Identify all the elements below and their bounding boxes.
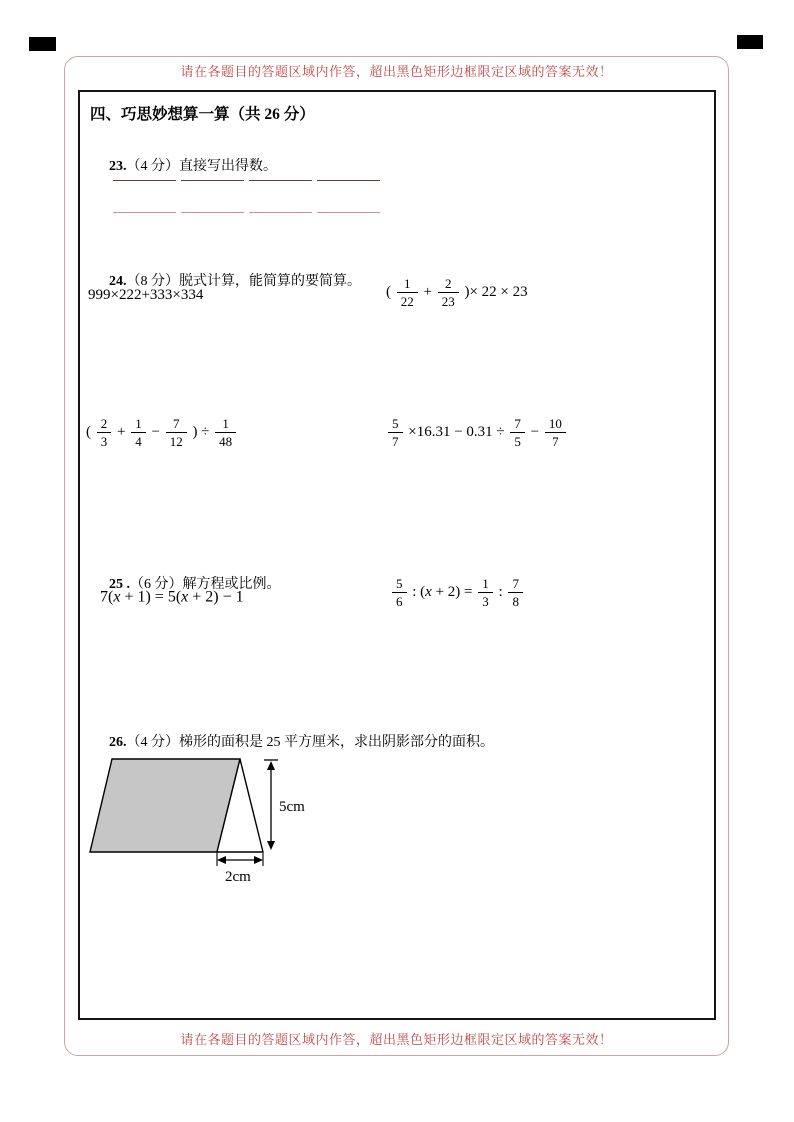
question-23-text: （4 分）直接写出得数。 [126,159,277,174]
fraction: $\frac{2}{23}$ [438,276,459,309]
fraction: $\frac{1}{22}$ [397,276,418,309]
expression-24-2: ( $\frac{1}{22}$ + $\frac{2}{23}$ )× 22 × 23 [386,276,528,309]
question-23-number: 23. [109,159,127,174]
question-24-text: （8 分）脱式计算，能简算的要简算。 [126,274,361,289]
question-25-text: （6 分）解方程或比例。 [130,577,281,592]
question-23-stem [88,139,277,191]
answer-blank [249,180,312,181]
fraction: $\frac{5}{7}$ [388,416,403,449]
shaded-region [90,759,240,852]
fraction: $\frac{2}{3}$ [97,416,112,449]
answer-blank [317,180,380,181]
question-26-text: （4 分）梯形的面积是 25 平方厘米，求出阴影部分的面积。 [126,735,494,750]
answer-blank [249,212,312,213]
answer-blank [317,212,380,213]
fraction: $\frac{1}{48}$ [215,416,236,449]
expression-24-4: $\frac{5}{7}$ ×16.31 − 0.31 ÷ $\frac{7}{5}$ − $\frac{10}{7}$ [386,416,568,449]
answer-area-box [78,90,716,1020]
question-26-number: 26. [109,735,127,750]
height-label: 5cm [279,799,305,815]
instruction-text-top: 请在各题目的答题区域内作答，超出黑色矩形边框限定区域的答案无效！ [180,64,613,79]
section-title: 四、巧思妙想算一算（共 26 分） [90,106,315,123]
instruction-text-bottom: 请在各题目的答题区域内作答，超出黑色矩形边框限定区域的答案无效！ [180,1032,613,1047]
fraction: $\frac{7}{8}$ [508,576,523,609]
fraction: $\frac{1}{4}$ [131,416,146,449]
trapezoid-figure [80,748,315,898]
answer-blank [113,180,176,181]
equation-25-1: 7(x + 1) = 5(x + 2) − 1 [100,588,244,606]
answer-blank-row-2 [113,212,383,215]
question-24-number: 24. [109,274,127,289]
answer-blank [181,212,244,213]
fraction: $\frac{1}{3}$ [478,576,493,609]
answer-blank [113,212,176,213]
arrowhead-left-icon [217,856,226,864]
answer-blank [181,180,244,181]
fraction: $\frac{10}{7}$ [545,416,566,449]
fraction: $\frac{7}{5}$ [510,416,525,449]
registration-mark-top-left [29,37,56,51]
arrowhead-right-icon [254,856,263,864]
registration-mark-top-right [737,35,763,49]
arrowhead-down-icon [267,841,275,850]
expression-24-1: 999×222+333×334 [88,287,204,304]
equation-25-2: $\frac{5}{6}$ : (x + 2) = $\frac{1}{3}$ : $\frac{7}{8}$ [390,576,525,609]
arrowhead-up-icon [267,761,275,770]
answer-blank-row-1 [113,180,383,183]
base-label: 2cm [225,869,251,885]
expression-24-3: ( $\frac{2}{3}$ + $\frac{1}{4}$ − $\frac{7}{12}$ ) ÷ $\frac{1}{48}$ [86,416,238,449]
fraction: $\frac{7}{12}$ [166,416,187,449]
fraction: $\frac{5}{6}$ [392,576,407,609]
question-25-number: 25 . [109,577,130,592]
